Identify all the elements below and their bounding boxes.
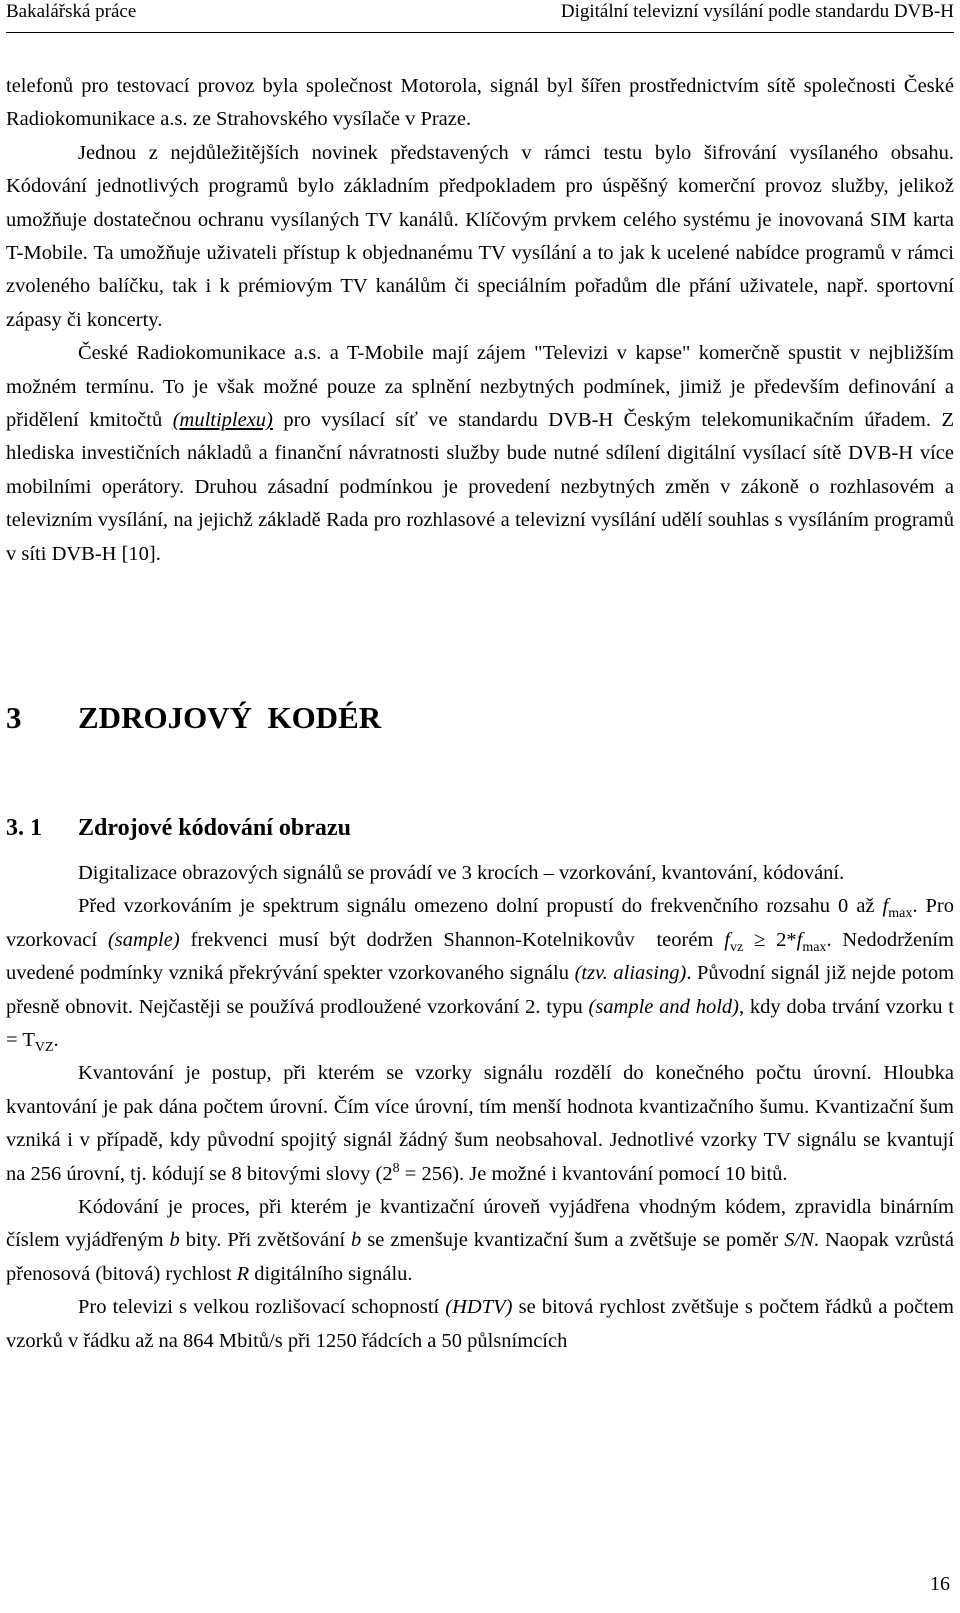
page-header [6, 0, 954, 33]
paragraph-2: Jednou z nejdůležitějších novinek představených v rámci testu bylo šifrování vysílaného obsahu. Kódování jednotlivých programů bylo základním předpokladem pro úspěšný komerční provoz služby, jelikož umožňuje dostatečnou ochranu vysílaných TV kanálů. Klíčovým prvkem celého systému je inovovaná SIM karta T-Mobile. Ta umožňuje uživateli přístup k objednanému TV vysílání a to jak k ucelené nabídce programů v rámci zvoleného balíčku, tak i k prémiovým TV kanálům či speciálním pořadům dle přání uživatele, např. sportovní zápasy či koncerty. [6, 141, 954, 331]
chapter-title: ZDROJOVÝ KODÉR [78, 700, 382, 735]
chapter-heading [6, 700, 381, 736]
section-body [6, 857, 954, 1358]
paragraph-3: České Radiokomunikace a.s. a T-Mobile mají zájem "Televizi v kapse" komerčně spustit v nejbližším možném termínu. To je však možné pouze za splnění nezbytných podmínek, jimiž je především definování a přidělení kmitočtů (multiplexu) pro vysílací síť ve standardu DVB-H Českým telekomunikačním úřadem. Z hlediska investičních nákladů a finanční návratnosti služby bude nutné sdílení digitální vysílací sítě DVB-H více mobilními operátory. Druhou zásadní podmínkou je provedení nezbytných změn v zákoně o rozhlasovém a televizním vysílání, na jejichž základě Rada pro rozhlasové a televizní vysílání udělí souhlas s vysíláním programů v síti DVB-H [10]. [6, 342, 954, 565]
paragraph-4: Digitalizace obrazových signálů se provádí ve 3 krocích – vzorkování, kvantování, kódování. [78, 862, 845, 884]
header-left-title: Bakalářská práce [6, 1, 137, 22]
paragraph-6: Kvantování je postup, při kterém se vzorky signálu rozdělí do konečného počtu úrovní. Hloubka kvantování je pak dána počtem úrovní. Čím více úrovní, tím menší hodnota kvantizačního šumu. Kvantizační šum vzniká i v případě, kdy původní spojitý signál žádný šum neobsahoval. Jednotlivé vzorky TV signálu se kvantují na 256 úrovní, tj. kódují se 8 bitovými slovy $(2^8 = 256)$. Je možné i kvantování pomocí 10 bitů. [6, 1062, 954, 1185]
section-heading [6, 815, 351, 842]
section-number: 3. 1 [6, 815, 42, 841]
paragraph-1: telefonů pro testovací provoz byla společnost Motorola, signál byl šířen prostřednictvím sítě společnosti České Radiokomunikace a.s. ze Strahovského vysílače v Praze. [6, 75, 954, 131]
section-title: Zdrojové kódování obrazu [78, 815, 351, 841]
paragraph-5: Před vzorkováním je spektrum signálu omezeno dolní propustí do frekvenčního rozsahu 0 až $f_{max}$. Pro vzorkovací (sample) frekvenci musí být dodržen Shannon-Kotelnikovův teorém $f_{vz} \ge 2*f_{max}$. Nedodržením uvedené podmínky vzniká překrývání spekter vzorkovaného signálu (tzv. aliasing). Původní signál již nejde potom přesně obnovit. Nejčastěji se používá prodloužené vzorkování 2. typu (sample and hold), kdy doba trvání vzorku $t = T_{VZ}$. [6, 895, 955, 1056]
paragraph-8: Pro televizi s velkou rozlišovací schopností (HDTV) se bitová rychlost zvětšuje s počtem řádků a počtem vzorků v řádku až na 864 Mbitů/s při 1250 řádcích a 50 půlsnímcích [6, 1296, 954, 1352]
paragraph-7: Kódování je proces, při kterém je kvantizační úroveň vyjádřena vhodným kódem, zpravidla binárním číslem vyjádřeným b bity. Při zvětšování b se zmenšuje kvantizační šum a zvětšuje se poměr S/N. Naopak vzrůstá přenosová (bitová) rychlost R digitálního signálu. [6, 1196, 954, 1285]
chapter-number: 3 [6, 700, 22, 735]
page-number: 16 [930, 1573, 950, 1595]
header-right-title: Digitální televizní vysílání podle standardu DVB-H [560, 1, 954, 22]
section-intro [6, 70, 954, 571]
